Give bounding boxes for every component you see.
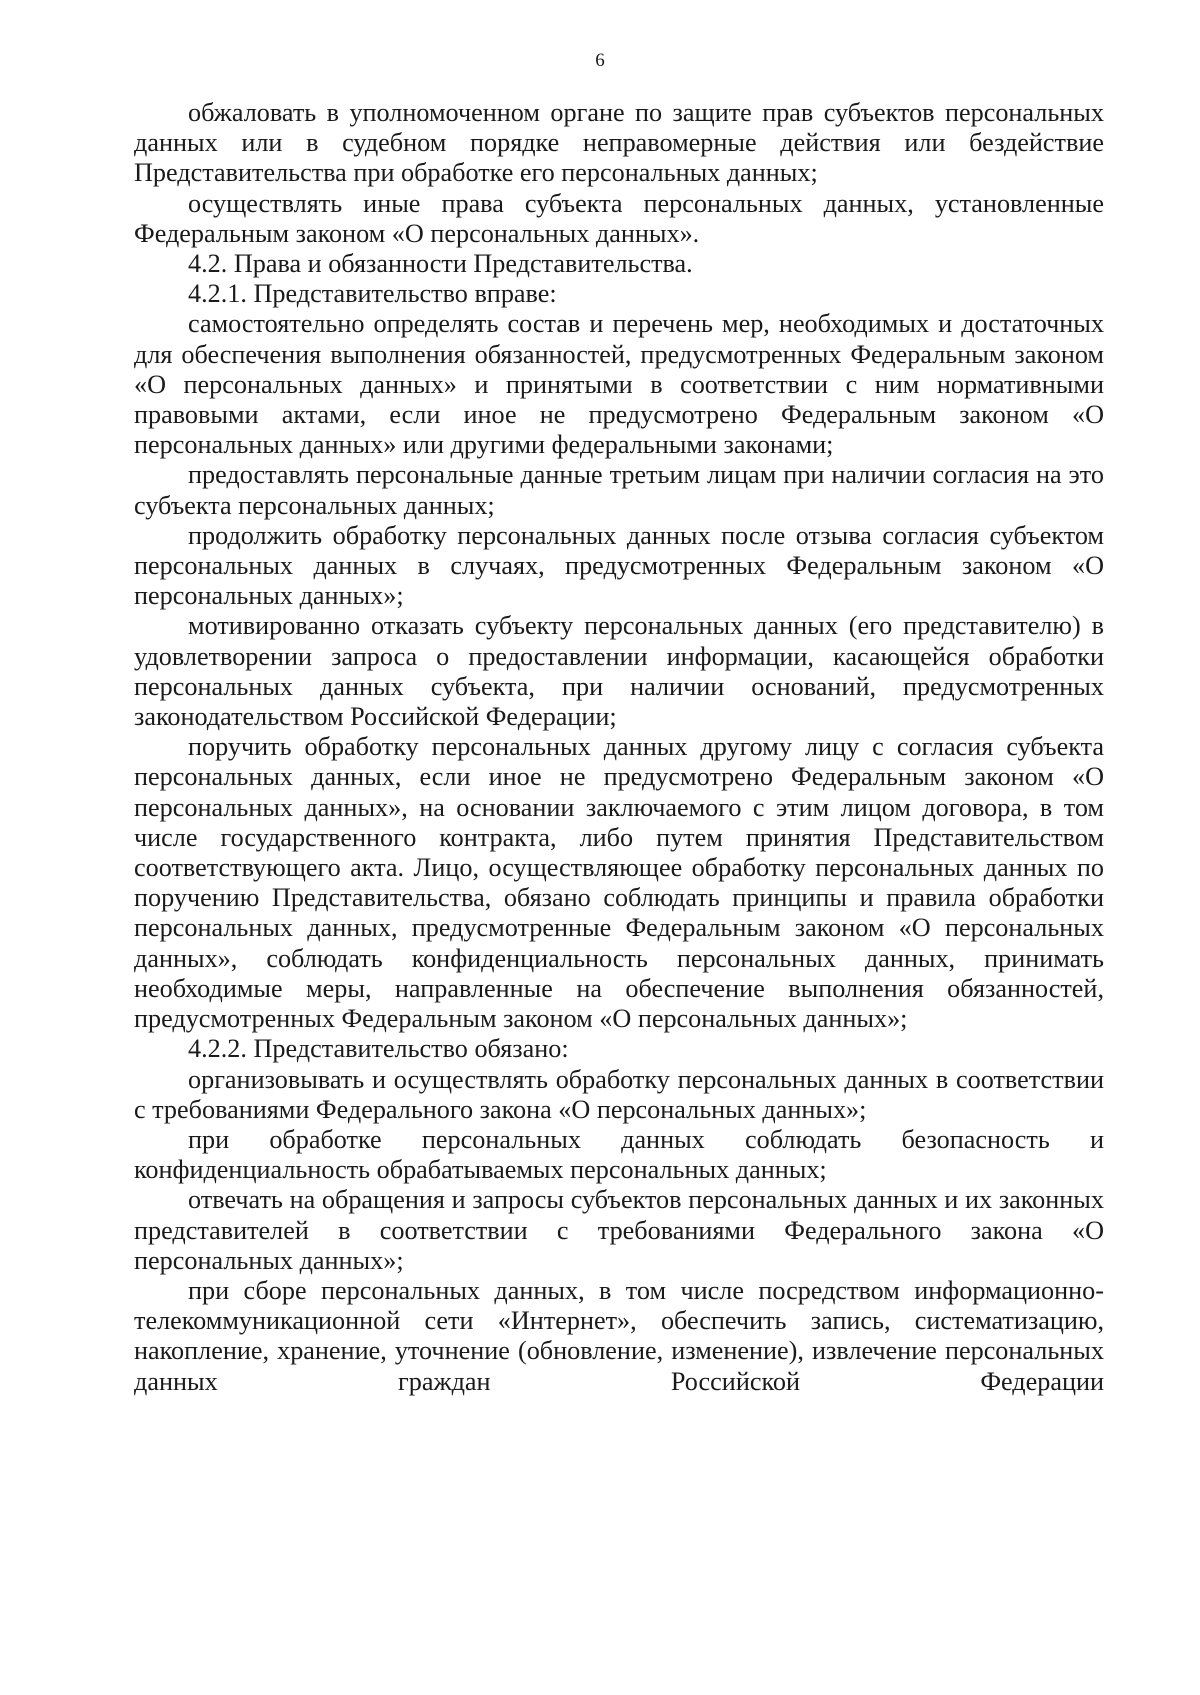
section-heading-4-2-1: 4.2.1. Представительство вправе:: [188, 279, 557, 309]
paragraph-determine-measures: самостоятельно определять состав и перечень мер, необходимых и достаточных для обеспечения выполнения обязанностей, предусмотренных Федеральным законом «О персональных данных» и принятыми в соответствии с ним нормативными правовыми актами, если иное не предусмотрено Федеральным законом «О персональных данных» или другими федеральными законами;: [134, 309, 1104, 460]
paragraph-appeal-right: обжаловать в уполномоченном органе по защите прав субъектов персональных данных или в судебном порядке неправомерные действия или бездействие Представительства при обработке его персональных данных;: [134, 98, 1104, 188]
paragraph-continue-processing: продолжить обработку персональных данных после отзыва согласия субъектом персональных данных в случаях, предусмотренных Федеральным законом «О персональных данных»;: [134, 520, 1104, 611]
paragraph-data-collection: при сборе персональных данных, в том числе посредством информационно-телекоммуникационной сети «Интернет», обеспечить запись, систематизацию, накопление, хранение, уточнение (обновление, изменение), извлечение персональных данных граждан Российской Федерации: [134, 1275, 1104, 1396]
paragraph-organize-processing: организовывать и осуществлять обработку персональных данных в соответствии с требованиями Федерального закона «О персональных данных»;: [134, 1064, 1104, 1124]
paragraph-provide-to-third-parties: предоставлять персональные данные третьим лицам при наличии согласия на это субъекта персональных данных;: [134, 460, 1104, 520]
section-heading-4-2-2: 4.2.2. Представительство обязано:: [188, 1034, 569, 1064]
paragraph-other-rights: осуществлять иные права субъекта персональных данных, установленные Федеральным законом «О персональных данных».: [134, 188, 1104, 248]
document-body: [134, 98, 1104, 1397]
page-number: 6: [595, 50, 605, 71]
paragraph-delegate-processing: поручить обработку персональных данных другому лицу с согласия субъекта персональных данных, если иное не предусмотрено Федеральным законом «О персональных данных», на основании заключаемого с этим лицом договора, в том числе государственного контракта, либо путем принятия Представительством соответствующего акта. Лицо, осуществляющее обработку персональных данных по поручению Представительства, обязано соблюдать принципы и правила обработки персональных данных, предусмотренные Федеральным законом «О персональных данных», соблюдать конфиденциальность персональных данных, принимать необходимые меры, направленные на обеспечение выполнения обязанностей, предусмотренных Федеральным законом «О персональных данных»;: [134, 732, 1104, 1034]
paragraph-ensure-security: при обработке персональных данных соблюдать безопасность и конфиденциальность обрабатываемых персональных данных;: [134, 1124, 1104, 1185]
section-heading-4-2: 4.2. Права и обязанности Представительства.: [188, 249, 693, 279]
paragraph-refuse-request: мотивированно отказать субъекту персональных данных (его представителю) в удовлетворении запроса о предоставлении информации, касающейся обработки персональных данных субъекта, при наличии оснований, предусмотренных законодательством Российской Федерации;: [134, 611, 1104, 732]
paragraph-respond-to-requests: отвечать на обращения и запросы субъектов персональных данных и их законных представителей в соответствии с требованиями Федерального закона «О персональных данных»;: [134, 1185, 1104, 1275]
